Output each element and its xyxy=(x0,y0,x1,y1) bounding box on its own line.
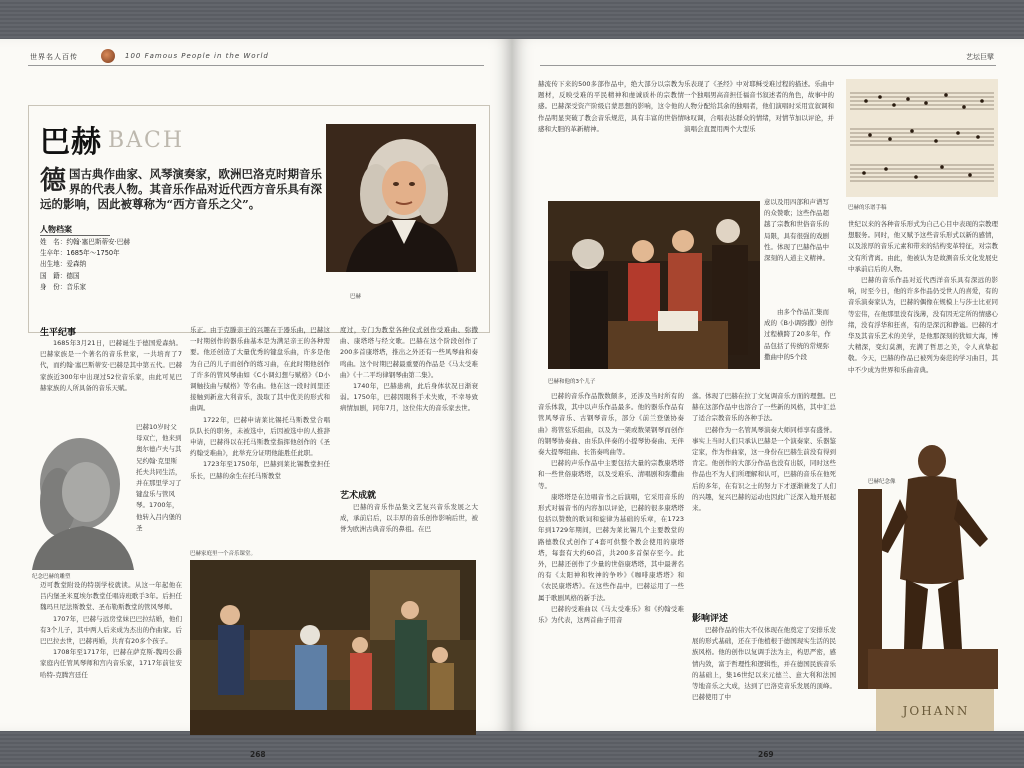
header-rule-right xyxy=(540,65,996,66)
right-column-1-bottom xyxy=(538,391,684,741)
family-caption: 巴赫家庭里一个音乐课堂。 xyxy=(190,551,257,557)
life-column-1-wrap xyxy=(136,422,182,578)
life-col2-paragraph-2: 1722年，巴赫申请莱比锡托马斯教堂合唱队队长的职务，未被选中，后因被选中的人推辞申请，巴赫得以在托马斯教堂指挥他创作的《圣约翰受难曲》，此举充分证明他能胜任此职。 xyxy=(190,415,330,458)
page-number-left: 268 xyxy=(250,750,266,759)
influence-column xyxy=(692,625,836,737)
score-manuscript-image xyxy=(846,79,998,197)
right-col3-paragraph-2: 巴赫的音乐作品对近代西洋音乐具有深远的影响，时至今日，他的许多作品仍受世人的喜爱，有的音乐演奏家认为，巴赫的偶像在规模上与莎士比亚同等宏伟，在他那里没有浅薄，没有因无定所的情感心绪，没有浮华和狂喜，有的是深沉和静谧。巴赫的才华及其音乐艺术的美学，是他那深刻的犹如大海，博大精深，变幻莫测，充满了哲思之美，令人真挚起敬。今天，巴赫的作品已被列为奏范的学习曲目，其中不少成为世界和乐曲音典。 xyxy=(848,276,998,374)
lead-paragraph xyxy=(40,167,322,212)
right-col1-paragraph-4: 康塔塔是在边唱音书之后演唱，它采用音乐的形式对福音书的内容加以评论，巴赫的很多康塔塔包括以赞数的歌词和旋律为基础的乐章，在1723年到1729年期间，巴赫为莱比锡几个主要教堂的路德教仪式创作了4套可供整个教会使用的康塔塔，每套有大约60首，共200多首保存至今。此外，巴赫还创作了少量的世俗康塔塔，其中最著名的有《太阳神和牧神的争吵》《咖啡康塔塔》和《农民康塔塔》。在这些作品中，巴赫运用了一些属于歌剧风格的新手法。 xyxy=(538,492,684,602)
lead-text: 国古典作曲家、风琴演奏家，欧洲巴洛克时期音乐界的代表人物。其音乐作品对近代西方音乐具有深远的影响，因此被尊称为“西方音乐之父”。 xyxy=(40,167,323,211)
profile-heading: 人物档案 xyxy=(40,225,72,234)
profile-identity: 身 份：音乐家 xyxy=(40,282,87,291)
right-col3-paragraph-1: 世纪以来的各种音乐形式为自己心目中表现的宗教理想服务。同时，他又赋予这些音乐形式以新的感情，以及浓厚的音乐元素和带来的结构变革特征，对宗教文有所背离。由此，他被认为是故测音乐文化发展史中承前启后的人物。 xyxy=(848,220,998,273)
profile-list xyxy=(40,237,130,293)
right-col2-paragraph-3: 由多个作品汇集而成的《B小调弥撒》创作过程横跨了20多年，作品包括了传统的常规弥撒曲中的5个段 xyxy=(764,308,834,361)
art-heading: 艺术成就 xyxy=(340,491,377,501)
art-column xyxy=(340,502,478,548)
right-column-1-top xyxy=(538,79,684,195)
bach-portrait xyxy=(326,124,476,272)
left-page xyxy=(0,39,512,759)
portrait-caption: 巴赫 xyxy=(350,294,362,300)
life-column-1-top xyxy=(40,338,182,418)
family-music-painting xyxy=(190,560,476,735)
right-col2-paragraph-4: 落。体现了巴赫在拉丁文复调音乐方面的理想。巴赫在这部作品中也溶合了一些新的风格，其中汇总了适合宗教音乐的各种手法。 xyxy=(692,392,836,423)
header-book-subtitle: 100 Famous People in the World xyxy=(125,52,269,60)
header-book-title: 世界名人百传 xyxy=(30,53,78,61)
right-col1-paragraph-1: 赫流传下来的500多部作品中，绝大部分以宗教为题材，反映受难的平民精神和虔诚质朴的宗教情感。巴赫深受资产阶级启蒙思想的影响，这令他的作品明显突破了教会音乐规范，具有丰富的世俗情感和大胆的革新精神。 xyxy=(538,80,684,133)
page-number-right: 269 xyxy=(758,750,774,759)
life-paragraph-5: 1708年至1717年，巴赫在萨克斯-魏玛公爵家庭内任管风琴师和宫内音乐家，1717年前往安哈特-克腾宫廷任 xyxy=(40,648,182,679)
life-col2-paragraph-1: 乐正。由于克滕亲王的兴趣在于器乐曲，巴赫这一时期创作的器乐曲基本是为满足亲王的各种需要。他还创造了大量优秀的键盘乐曲，许多是他为自己的儿子而创作的练习曲，在此时期他创作了许多的管风琴曲如《C小调幻想与赋格》《D小调触技曲与赋格》等名曲。他在这一段时间里还接触到新意大利音乐，汲取了其中优美的形式和曲调。 xyxy=(190,326,330,413)
profile-name: 姓 名：约翰·塞巴斯蒂安·巴赫 xyxy=(40,238,130,246)
profile-birthplace: 出生地：爱森纳 xyxy=(40,260,87,269)
profile-nationality: 国 籍：德国 xyxy=(40,271,80,280)
life-paragraph-1: 1685年3月21日，巴赫诞生于德国爱森纳。巴赫家族是一个著名的音乐世家，一共培育了7代，而约翰·塞巴斯蒂安·巴赫是其中第五代。巴赫家族近300年中出现过52位音乐家，由此可见巴赫家族的人所具备的音乐天赋。 xyxy=(40,339,182,392)
life-column-3 xyxy=(340,325,478,455)
header-rule xyxy=(28,65,484,66)
bach-statue-image xyxy=(848,439,1008,731)
header-emblem-icon xyxy=(101,49,115,63)
score-caption: 巴赫的乐谱手稿 xyxy=(848,205,887,211)
article-title: 巴赫 xyxy=(40,125,102,160)
right-col1-paragraph-2: 巴赫的音乐作品散数颇多，还涉及当时所有的音乐体裁，其中以声乐作品最多。他的器乐作品有管风琴音乐、古钢琴音乐，部分《前兰登堡协奏曲》将管弦乐组曲，以及为一架或数架钢琴而创作的钢琴协奏曲、由乐队伴奏的小提琴协奏曲、无伴奏大提琴组曲、长笛奏鸣曲等。 xyxy=(538,392,684,457)
right-col2-paragraph-1: 乐表现了《圣经》中对耶稣受难过程的描述。乐曲中一个独唱男高音担任福音书叙述者的角色，故事中的人物分配给其余的独唱者，他们演唱时采用宣叙调和咏叹调，合唱表达群众的情绪，对情节加以评论，并演唱会直置用两个大型乐 xyxy=(684,80,834,133)
life-paragraph-4: 1707年，巴赫与远房堂妹巴巴拉结婚，他们有3个儿子，其中两人后来成为杰出的作曲家。后巴巴拉去世，巴赫再婚，共育有20多个孩子。 xyxy=(40,614,182,646)
header-section-title: 艺坛巨擘 xyxy=(966,53,994,61)
lead-dropcap: 德 xyxy=(40,166,67,196)
right-col1-paragraph-5: 巴赫的受难曲以《马太受难乐》和《约翰受难乐》为代表，这两首曲子用音 xyxy=(538,604,684,625)
life-col3-paragraph-2: 1740年，巴赫患病，此后身体状况日渐衰弱。1750年，巴赫因眼科手术失败，不幸导致病情加剧，同年7月，这位伟大的音乐家去世。 xyxy=(340,382,478,413)
life-column-1-bottom xyxy=(40,580,182,740)
right-column-2-top xyxy=(684,79,834,197)
right-column-3 xyxy=(848,219,998,467)
bust-caption: 纪念巴赫的雕塑 xyxy=(32,574,71,580)
life-paragraph-3: 迈可教堂附设的特别学校就读。从这一年起他在吕内堡圣米夏埃尔教堂任唱诗班歌手3年。后担任魏玛旦尼法斯教堂、圣布勒斯教堂的管风琴师。 xyxy=(40,581,182,612)
right-column-2-wrap-2 xyxy=(764,307,834,385)
page-header-right xyxy=(512,45,1024,67)
influence-heading: 影响评述 xyxy=(692,614,729,624)
profile-rule xyxy=(40,235,110,236)
right-page xyxy=(512,39,1024,759)
profile-years: 生卒年：1685年～1750年 xyxy=(40,249,120,258)
right-col1-paragraph-3: 巴赫的声乐作品中主要包括大量的宗教康塔塔和一些世俗康塔塔，以及受难乐、清唱剧和弥撒曲等。 xyxy=(538,459,684,490)
bach-bust-image xyxy=(28,422,134,570)
influence-paragraph: 巴赫作品的伟大不仅体现在他奠定了安排乐发展的形式基础，还在于他植根于德国现实生活的民族风格。他的创作以复调手法为主，构思严密，感情内敛，富于哲理性和逻辑性，并在德国民族音乐的基础上，集16世纪以来元德兰、意大利和法国等地音乐之大成，达到了巴洛克音乐发展的顶峰。巴赫使用了中 xyxy=(692,626,836,702)
life-column-2 xyxy=(190,325,330,545)
life-col3-paragraph-1: 度过，专门为教堂各种仪式创作受难曲、弥撒曲、康塔塔与经文歌。巴赫在这个阶段创作了200多首康塔塔，推出之外还有一些风琴曲和奏鸣曲。这个时期巴赫最重要的作品是《马太受难曲》《十二平均律钢琴曲第二集》。 xyxy=(340,326,478,379)
right-column-2-middle xyxy=(692,391,836,605)
life-heading: 生平纪事 xyxy=(40,328,77,338)
quartet-caption: 巴赫和他的3个儿子 xyxy=(548,379,596,385)
statue-inscription: JOHANN xyxy=(902,704,970,718)
art-paragraph: 巴赫的音乐作品集文艺复兴音乐发展之大成，承前启后，以丰厚的音乐创作影响后世，被誉为欧洲古典音乐的鼻祖。在巴 xyxy=(340,503,478,534)
right-col2-paragraph-2: 意以及用四部和声谱写的众赞歌；这些作品超越了宗教和世俗音乐的局限，具有很强的戏剧性。体现了巴赫作品中深刻的人道主义精神。 xyxy=(764,198,829,263)
right-col2-paragraph-5: 巴赫作为一名管风琴演奏大师同样享有盛誉。事实上当时人们只承认巴赫是一个演奏家、乐器鉴定家，作为作曲家，这一身份在巴赫生前没有得到肯定。他创作的大部分作品也没有出版，同时这些作品也不为人们所理解和认可，巴赫的音乐在他死后的多年，在有识之士的努力下才逐渐兼发了人们的兴趣，复兴巴赫的运动也因此广泛深入地开展起来。 xyxy=(692,425,836,513)
life-col2-paragraph-3: 1723年至1750年，巴赫到莱比锡教堂担任乐长，巴赫的余生在托马斯教堂 xyxy=(190,460,330,480)
life-paragraph-2: 巴赫10岁时父母双亡，他来到奥尔德卢夫与其兄约翰·克里斯托夫共同生活，并在那里学习了键盘乐与管风琴。1700年，他转入吕内堡的圣 xyxy=(136,423,182,532)
bach-and-sons-painting xyxy=(548,201,760,369)
article-title-english: BACH xyxy=(108,128,185,153)
page-header-left xyxy=(0,45,512,67)
right-column-2-wrap xyxy=(764,197,834,321)
